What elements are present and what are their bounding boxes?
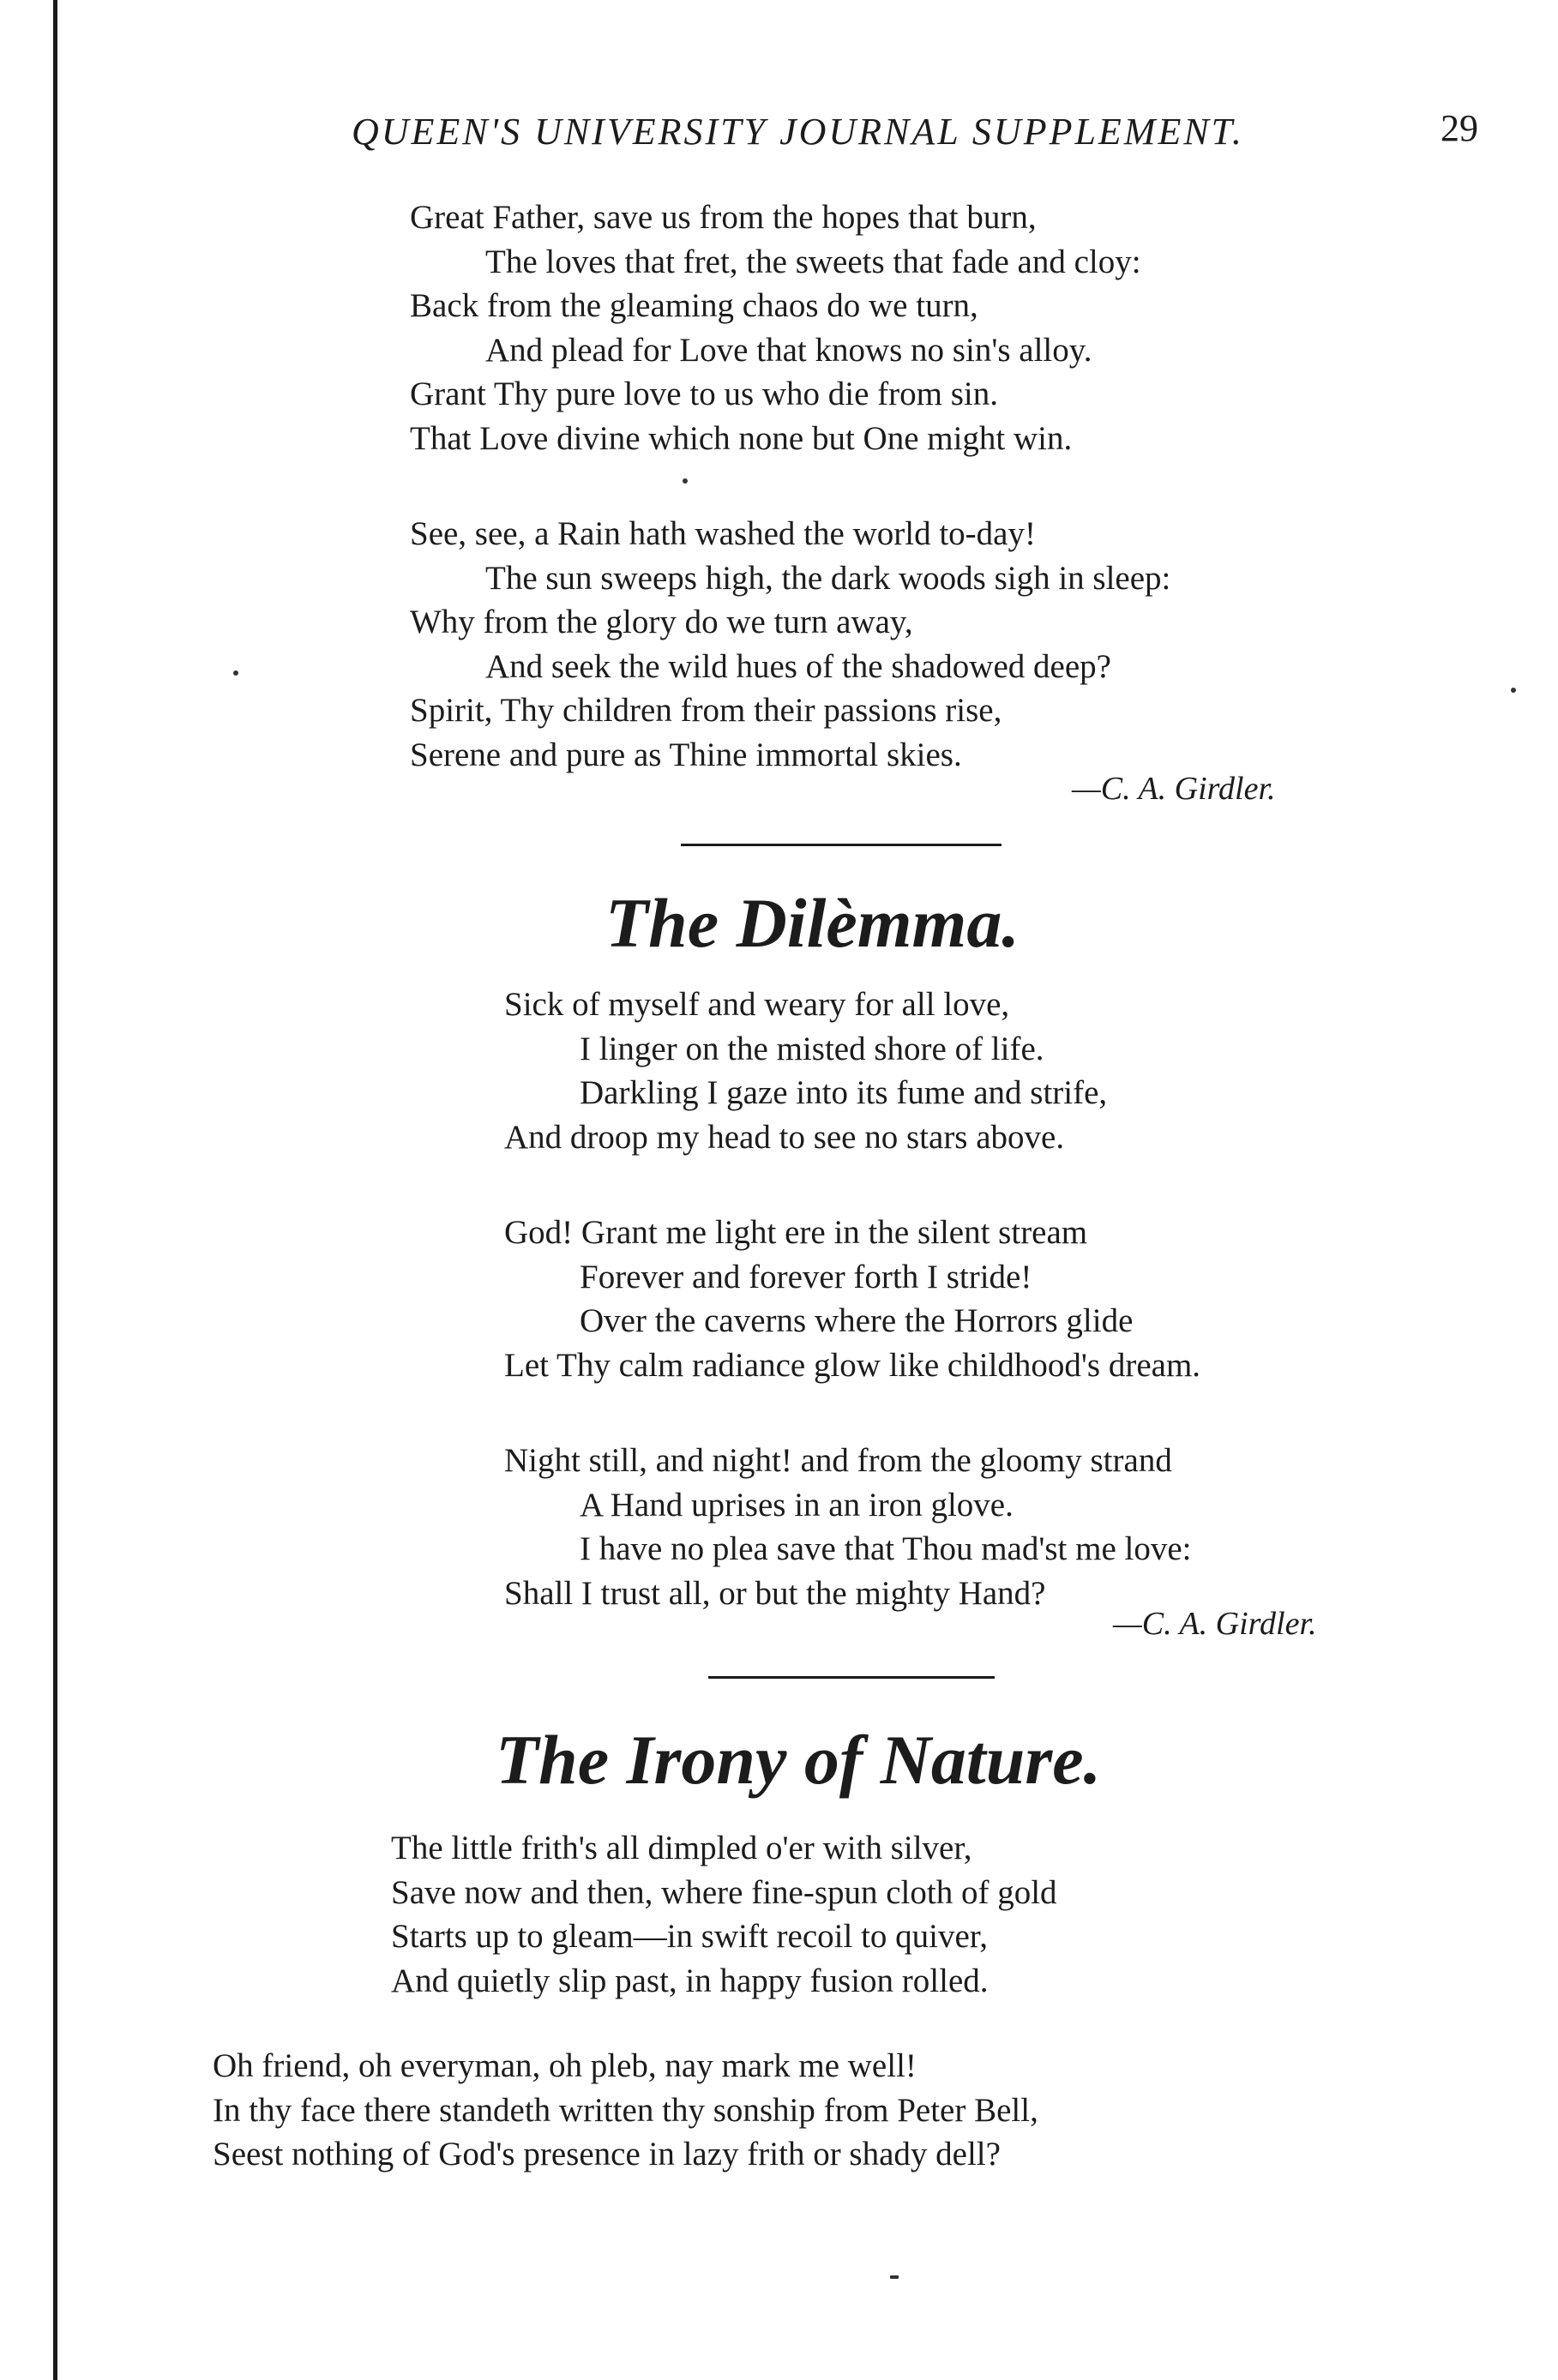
running-head: QUEEN'S UNIVERSITY JOURNAL SUPPLEMENT. [352,111,1244,153]
page-spine-edge [53,0,57,2380]
poem-line: And droop my head to see no stars above. [504,1118,1065,1156]
poem-line: Serene and pure as Thine immortal skies. [410,736,962,773]
poem-line: Save now and then, where fine-spun cloth of gold [391,1873,1057,1911]
poem-line: Back from the gleaming chaos do we turn, [410,287,978,324]
poem-line: And seek the wild hues of the shadowed deep? [485,647,1111,685]
poem-2-title: The Dilèmma. [605,884,1020,962]
poem-line: Forever and forever forth I stride! [580,1258,1032,1295]
poem-line: And plead for Love that knows no sin's alloy. [485,331,1092,369]
poem-line: Starts up to gleam—in swift recoil to quiver, [391,1918,988,1955]
poem-line: The little frith's all dimpled o'er with silver, [391,1830,972,1866]
poem-line: I linger on the misted shore of life. [580,1030,1044,1067]
poem-line: That Love divine which none but One might win. [410,419,1073,457]
ink-speck [890,2275,899,2279]
ink-speck [233,670,238,676]
ink-speck [1511,688,1516,693]
poem-line: And quietly slip past, in happy fusion rolled. [391,1962,989,1999]
poem-line: In thy face there standeth written thy sonship from Peter Bell, [213,2091,1038,2129]
poem-1 [410,195,1170,777]
poem-line: Oh friend, oh everyman, oh pleb, nay mark me well! [213,2047,917,2084]
section-divider [708,1676,995,1679]
poem-line: A Hand uprises in an iron glove. [580,1486,1014,1524]
poem-line: Seest nothing of God's presence in lazy frith or shady dell? [213,2136,1001,2173]
poem-line: Darkling I gaze into its fume and strife, [580,1074,1108,1111]
poem-line: See, see, a Rain hath washed the world to-day! [410,515,1036,552]
poem-line: God! Grant me light ere in the silent stream [504,1214,1088,1251]
poem-3 [391,1826,1057,2003]
poem-line: Spirit, Thy children from their passions rise, [410,692,1002,729]
section-divider [681,844,1002,846]
ink-speck [683,478,688,484]
poem-line: Sick of myself and weary for all love, [504,986,1010,1023]
poem-line: Why from the glory do we turn away, [410,604,913,640]
poem-line: The loves that fret, the sweets that fade and cloy: [485,243,1141,280]
poem-3-title: The Irony of Nature. [496,1721,1102,1799]
poem-line: Great Father, save us from the hopes that burn, [410,199,1037,236]
poem-1-signature: —C. A. Girdler. [1072,771,1276,807]
poem-line: Night still, and night! and from the gloomy strand [504,1442,1172,1479]
poem-2-signature: —C. A. Girdler. [1113,1606,1317,1642]
poem-line: The sun sweeps high, the dark woods sigh in sleep: [485,559,1171,597]
poem-line: Let Thy calm radiance glow like childhood's dream. [504,1346,1201,1384]
page-number: 29 [1441,107,1478,149]
poem-2 [504,983,1200,1615]
poem-3-stanza-2 [213,2044,1038,2177]
poem-line: Shall I trust all, or but the mighty Hand? [504,1574,1046,1612]
poem-line: Over the caverns where the Horrors glide [580,1302,1134,1339]
poem-line: I have no plea save that Thou mad'st me love: [580,1530,1192,1567]
poem-line: Grant Thy pure love to us who die from sin. [410,376,999,412]
